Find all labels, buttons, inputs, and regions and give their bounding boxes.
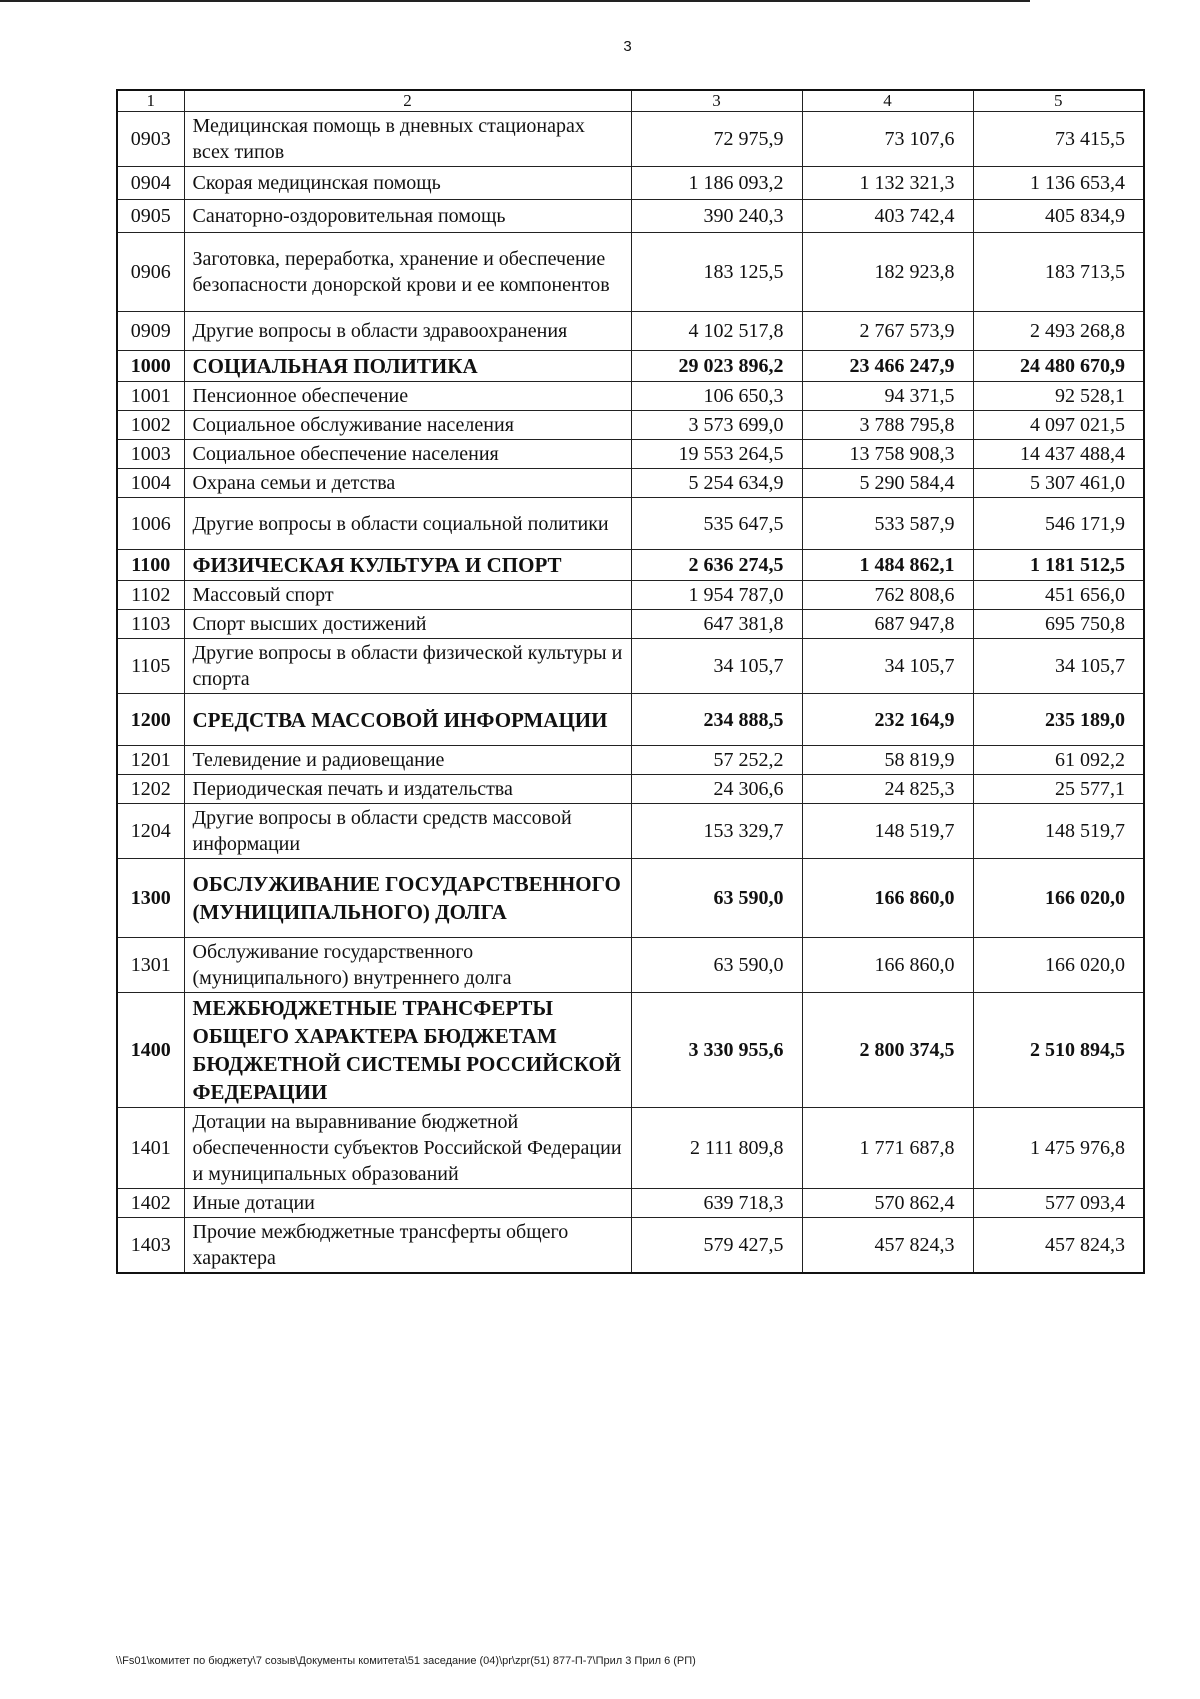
row-value-col5: 73 415,5: [973, 112, 1144, 167]
row-value-col4: 166 860,0: [802, 938, 973, 993]
row-value-col3: 3 330 955,6: [631, 993, 802, 1108]
row-value-col4: 94 371,5: [802, 382, 973, 411]
row-code: 0909: [117, 312, 184, 351]
row-code: 1300: [117, 859, 184, 938]
table-row: [117, 1189, 1144, 1218]
row-name: Обслуживание государственного (муниципального) внутреннего долга: [184, 938, 631, 993]
row-value-col4: 23 466 247,9: [802, 351, 973, 382]
table-row: [117, 694, 1144, 746]
row-value-col5: 25 577,1: [973, 775, 1144, 804]
row-value-col4: 687 947,8: [802, 610, 973, 639]
row-code: 1403: [117, 1218, 184, 1274]
row-value-col5: 2 510 894,5: [973, 993, 1144, 1108]
table-row: [117, 1108, 1144, 1189]
row-value-col4: 570 862,4: [802, 1189, 973, 1218]
row-name: Медицинская помощь в дневных стационарах всех типов: [184, 112, 631, 167]
row-name: Дотации на выравнивание бюджетной обеспеченности субъектов Российской Федерации и муниципальных образований: [184, 1108, 631, 1189]
row-code: 1202: [117, 775, 184, 804]
row-name: Спорт высших достижений: [184, 610, 631, 639]
table-row: [117, 382, 1144, 411]
row-value-col4: 182 923,8: [802, 233, 973, 312]
table-row: [117, 993, 1144, 1108]
row-value-col4: 762 808,6: [802, 581, 973, 610]
row-name: Массовый спорт: [184, 581, 631, 610]
row-name: Другие вопросы в области социальной политики: [184, 498, 631, 550]
row-value-col5: 1 136 653,4: [973, 167, 1144, 200]
row-code: 0904: [117, 167, 184, 200]
row-value-col3: 647 381,8: [631, 610, 802, 639]
row-value-col3: 72 975,9: [631, 112, 802, 167]
row-value-col3: 34 105,7: [631, 639, 802, 694]
table-row: [117, 112, 1144, 167]
row-value-col4: 2 800 374,5: [802, 993, 973, 1108]
row-code: 1400: [117, 993, 184, 1108]
row-value-col4: 34 105,7: [802, 639, 973, 694]
row-code: 1100: [117, 550, 184, 581]
row-value-col5: 183 713,5: [973, 233, 1144, 312]
row-name: Прочие межбюджетные трансферты общего характера: [184, 1218, 631, 1274]
row-code: 1006: [117, 498, 184, 550]
page-number: 3: [623, 38, 632, 55]
row-name: Периодическая печать и издательства: [184, 775, 631, 804]
row-value-col4: 1 771 687,8: [802, 1108, 973, 1189]
row-value-col5: 577 093,4: [973, 1189, 1144, 1218]
row-name: Социальное обеспечение населения: [184, 440, 631, 469]
row-code: 0906: [117, 233, 184, 312]
row-value-col5: 166 020,0: [973, 859, 1144, 938]
row-value-col5: 148 519,7: [973, 804, 1144, 859]
row-value-col5: 546 171,9: [973, 498, 1144, 550]
budget-table: [116, 89, 1145, 1274]
header-col-2: 2: [184, 90, 631, 112]
row-value-col4: 166 860,0: [802, 859, 973, 938]
row-name: Телевидение и радиовещание: [184, 746, 631, 775]
row-name: Заготовка, переработка, хранение и обеспечение безопасности донорской крови и ее компонентов: [184, 233, 631, 312]
row-value-col3: 106 650,3: [631, 382, 802, 411]
row-value-col5: 457 824,3: [973, 1218, 1144, 1274]
row-value-col4: 2 767 573,9: [802, 312, 973, 351]
row-name: ОБСЛУЖИВАНИЕ ГОСУДАРСТВЕННОГО (МУНИЦИПАЛЬНОГО) ДОЛГА: [184, 859, 631, 938]
row-name: Скорая медицинская помощь: [184, 167, 631, 200]
row-value-col4: 3 788 795,8: [802, 411, 973, 440]
row-code: 1001: [117, 382, 184, 411]
row-value-col5: 61 092,2: [973, 746, 1144, 775]
row-code: 1002: [117, 411, 184, 440]
row-value-col3: 63 590,0: [631, 859, 802, 938]
row-name: Другие вопросы в области средств массовой информации: [184, 804, 631, 859]
row-name: МЕЖБЮДЖЕТНЫЕ ТРАНСФЕРТЫ ОБЩЕГО ХАРАКТЕРА БЮДЖЕТАМ БЮДЖЕТНОЙ СИСТЕМЫ РОССИЙСКОЙ ФЕДЕРАЦИИ: [184, 993, 631, 1108]
row-value-col5: 92 528,1: [973, 382, 1144, 411]
row-value-col3: 579 427,5: [631, 1218, 802, 1274]
table-row: [117, 938, 1144, 993]
row-value-col3: 3 573 699,0: [631, 411, 802, 440]
row-value-col5: 14 437 488,4: [973, 440, 1144, 469]
row-value-col4: 58 819,9: [802, 746, 973, 775]
file-path-footer: \\Fs01\комитет по бюджету\7 созыв\Документы комитета\51 заседание (04)\pr\zpr(51) 877-П-7\Прил 3 Прил 6 (РП): [116, 1655, 696, 1667]
row-value-col3: 234 888,5: [631, 694, 802, 746]
row-value-col4: 457 824,3: [802, 1218, 973, 1274]
table-body: [117, 90, 1144, 1273]
row-value-col3: 63 590,0: [631, 938, 802, 993]
row-value-col3: 2 636 274,5: [631, 550, 802, 581]
row-name: Пенсионное обеспечение: [184, 382, 631, 411]
row-value-col4: 13 758 908,3: [802, 440, 973, 469]
row-value-col5: 235 189,0: [973, 694, 1144, 746]
table-row: [117, 859, 1144, 938]
row-value-col5: 451 656,0: [973, 581, 1144, 610]
row-value-col4: 5 290 584,4: [802, 469, 973, 498]
row-value-col3: 24 306,6: [631, 775, 802, 804]
row-value-col3: 639 718,3: [631, 1189, 802, 1218]
row-value-col5: 2 493 268,8: [973, 312, 1144, 351]
table-row: [117, 233, 1144, 312]
table-row: [117, 804, 1144, 859]
table-row: [117, 200, 1144, 233]
row-code: 1004: [117, 469, 184, 498]
row-value-col4: 232 164,9: [802, 694, 973, 746]
row-value-col3: 1 954 787,0: [631, 581, 802, 610]
row-value-col3: 390 240,3: [631, 200, 802, 233]
row-name: СОЦИАЛЬНАЯ ПОЛИТИКА: [184, 351, 631, 382]
row-value-col4: 533 587,9: [802, 498, 973, 550]
row-name: СРЕДСТВА МАССОВОЙ ИНФОРМАЦИИ: [184, 694, 631, 746]
row-value-col3: 57 252,2: [631, 746, 802, 775]
row-value-col3: 153 329,7: [631, 804, 802, 859]
row-name: Социальное обслуживание населения: [184, 411, 631, 440]
row-value-col3: 183 125,5: [631, 233, 802, 312]
table-row: [117, 498, 1144, 550]
header-col-5: 5: [973, 90, 1144, 112]
row-value-col4: 148 519,7: [802, 804, 973, 859]
row-value-col5: 4 097 021,5: [973, 411, 1144, 440]
header-col-3: 3: [631, 90, 802, 112]
table-row: [117, 351, 1144, 382]
header-col-1: 1: [117, 90, 184, 112]
row-code: 1401: [117, 1108, 184, 1189]
row-name: Другие вопросы в области физической культуры и спорта: [184, 639, 631, 694]
table-row: [117, 610, 1144, 639]
row-value-col4: 24 825,3: [802, 775, 973, 804]
row-value-col3: 19 553 264,5: [631, 440, 802, 469]
row-name: Охрана семьи и детства: [184, 469, 631, 498]
row-code: 0905: [117, 200, 184, 233]
row-code: 1000: [117, 351, 184, 382]
row-name: ФИЗИЧЕСКАЯ КУЛЬТУРА И СПОРТ: [184, 550, 631, 581]
row-value-col5: 5 307 461,0: [973, 469, 1144, 498]
table-row: [117, 440, 1144, 469]
table-row: [117, 469, 1144, 498]
row-code: 1301: [117, 938, 184, 993]
table-row: [117, 312, 1144, 351]
row-value-col3: 535 647,5: [631, 498, 802, 550]
scan-edge-line: [0, 0, 1030, 2]
row-value-col5: 1 475 976,8: [973, 1108, 1144, 1189]
row-code: 1204: [117, 804, 184, 859]
table-row: [117, 1218, 1144, 1274]
row-value-col4: 1 484 862,1: [802, 550, 973, 581]
table-row: [117, 411, 1144, 440]
row-name: Иные дотации: [184, 1189, 631, 1218]
header-col-4: 4: [802, 90, 973, 112]
row-value-col5: 405 834,9: [973, 200, 1144, 233]
row-value-col5: 1 181 512,5: [973, 550, 1144, 581]
row-code: 1105: [117, 639, 184, 694]
table-row: [117, 167, 1144, 200]
row-code: 1201: [117, 746, 184, 775]
table-row: [117, 746, 1144, 775]
row-value-col4: 403 742,4: [802, 200, 973, 233]
row-value-col3: 29 023 896,2: [631, 351, 802, 382]
row-value-col5: 34 105,7: [973, 639, 1144, 694]
row-value-col5: 24 480 670,9: [973, 351, 1144, 382]
table-row: [117, 775, 1144, 804]
row-value-col3: 5 254 634,9: [631, 469, 802, 498]
row-value-col4: 1 132 321,3: [802, 167, 973, 200]
table-row: [117, 581, 1144, 610]
table-row: [117, 550, 1144, 581]
row-value-col5: 166 020,0: [973, 938, 1144, 993]
row-value-col4: 73 107,6: [802, 112, 973, 167]
table-row: [117, 639, 1144, 694]
row-code: 1102: [117, 581, 184, 610]
row-code: 1103: [117, 610, 184, 639]
row-code: 1200: [117, 694, 184, 746]
row-name: Другие вопросы в области здравоохранения: [184, 312, 631, 351]
row-code: 0903: [117, 112, 184, 167]
row-value-col3: 2 111 809,8: [631, 1108, 802, 1189]
row-value-col3: 4 102 517,8: [631, 312, 802, 351]
row-code: 1402: [117, 1189, 184, 1218]
row-value-col3: 1 186 093,2: [631, 167, 802, 200]
row-value-col5: 695 750,8: [973, 610, 1144, 639]
row-code: 1003: [117, 440, 184, 469]
table-header-row: [117, 90, 1144, 112]
row-name: Санаторно-оздоровительная помощь: [184, 200, 631, 233]
